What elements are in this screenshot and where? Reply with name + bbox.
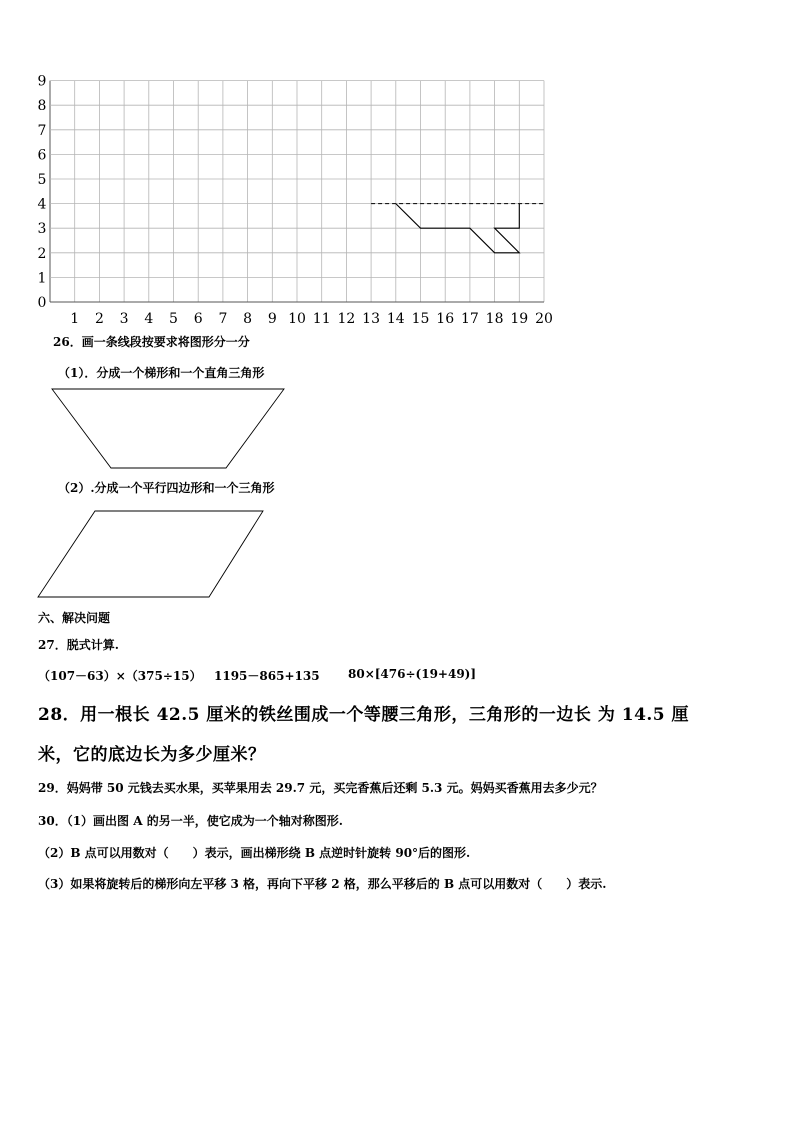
y-tick-label: 7 [37, 122, 47, 139]
y-tick-label: 0 [37, 295, 47, 311]
q28-line1: 28．用一根长 42.5 厘米的铁丝围成一个等腰三角形，三角形的一边长 为 14.5 厘 [38, 705, 690, 725]
trapezoid-shape [52, 389, 284, 468]
x-tick-label: 13 [362, 311, 381, 327]
q27-expr2: 1195－865+135 [214, 669, 320, 683]
q27-expr1: （107－63）×（375÷15） [38, 669, 202, 683]
grid-lines [50, 81, 544, 302]
x-tick-label: 11 [312, 311, 331, 327]
q26-title: 26．画一条线段按要求将图形分一分 [53, 335, 250, 349]
q26-part2: （2）.分成一个平行四边形和一个三角形 [58, 481, 275, 495]
q27-title: 27．脱式计算. [38, 638, 119, 652]
q29-text: 29．妈妈带 50 元钱去买水果，买苹果用去 29.7 元，买完香蕉后还剩 5.3 元。妈妈买香蕉用去多少元？ [38, 781, 603, 795]
x-tick-label: 12 [337, 311, 356, 327]
y-tick-label: 4 [37, 196, 47, 213]
y-tick-label: 6 [37, 147, 47, 164]
x-tick-label: 20 [535, 311, 553, 327]
y-tick-label: 2 [37, 245, 47, 262]
x-tick-label: 9 [267, 311, 277, 327]
x-tick-label: 18 [485, 311, 504, 327]
y-tick-label: 1 [37, 270, 47, 287]
x-tick-label: 16 [436, 311, 455, 327]
y-tick-label: 3 [37, 221, 47, 238]
x-tick-label: 3 [119, 311, 129, 327]
x-tick-label: 4 [144, 311, 154, 327]
q30-line3: （3）如果将旋转后的梯形向左平移 3 格，再向下平移 2 格，那么平移后的 B 点可以用数对（ ）表示. [38, 877, 607, 891]
q26-part1: （1）．分成一个梯形和一个直角三角形 [58, 366, 265, 380]
x-tick-label: 17 [460, 311, 479, 327]
x-tick-label: 7 [218, 311, 228, 327]
x-tick-label: 6 [193, 311, 203, 327]
y-tick-label: 8 [37, 98, 47, 115]
x-tick-label: 19 [510, 311, 529, 327]
q27-expr3: 80×[476÷(19+49)] [348, 667, 477, 681]
x-tick-label: 2 [94, 311, 104, 327]
parallelogram-shape [38, 511, 263, 597]
x-tick-label: 14 [386, 311, 405, 327]
q30-line2: （2）B 点可以用数对（ ）表示，画出梯形绕 B 点逆时针旋转 90°后的图形. [38, 846, 471, 860]
section6-title: 六、解决问题 [38, 611, 111, 625]
x-axis-labels [70, 311, 553, 327]
q30-line1: 30．（1）画出图 A 的另一半，使它成为一个轴对称图形. [38, 814, 343, 828]
y-axis-labels [38, 74, 47, 311]
y-tick-label: 9 [37, 73, 47, 90]
x-tick-label: 5 [169, 311, 178, 327]
x-tick-label: 8 [243, 311, 253, 327]
y-tick-label: 5 [37, 172, 47, 188]
x-tick-label: 1 [70, 311, 80, 327]
coordinate-grid [0, 0, 794, 330]
q28-line2: 米，它的底边长为多少厘米？ [38, 745, 266, 765]
x-tick-label: 10 [288, 311, 306, 327]
x-tick-label: 15 [411, 311, 430, 327]
